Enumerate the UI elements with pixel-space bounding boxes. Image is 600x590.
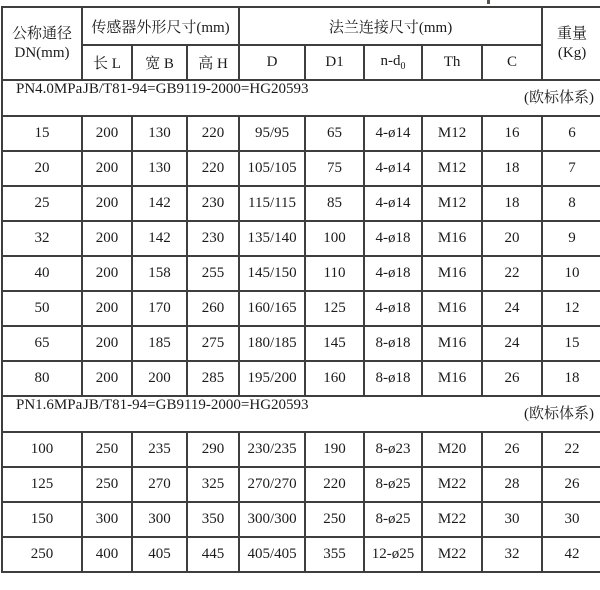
data-row bbox=[2, 361, 600, 396]
data-cell: 220 bbox=[187, 151, 239, 186]
data-cell: 270 bbox=[132, 467, 187, 502]
data-cell: 125 bbox=[305, 291, 364, 326]
data-cell: 65 bbox=[2, 326, 82, 361]
data-cell: 445 bbox=[187, 537, 239, 572]
data-cell: M12 bbox=[422, 186, 482, 221]
section-pressure-rating: PN4.0MPa bbox=[16, 81, 83, 97]
data-cell: 130 bbox=[132, 116, 187, 151]
data-cell: 190 bbox=[305, 432, 364, 467]
data-cell: 24 bbox=[482, 326, 542, 361]
data-row bbox=[2, 186, 600, 221]
data-cell: 200 bbox=[82, 221, 132, 256]
data-cell: 75 bbox=[305, 151, 364, 186]
data-cell: 4-ø14 bbox=[364, 116, 422, 151]
data-cell: 8-ø25 bbox=[364, 502, 422, 537]
data-cell: M16 bbox=[422, 291, 482, 326]
data-row bbox=[2, 326, 600, 361]
data-cell: 15 bbox=[2, 116, 82, 151]
header-col-width: 宽 B bbox=[132, 45, 187, 80]
data-cell: 150 bbox=[2, 502, 82, 537]
data-cell: 4-ø14 bbox=[364, 186, 422, 221]
header-sensor-dimensions-group: 传感器外形尺寸(mm) bbox=[82, 7, 239, 45]
data-cell: 300 bbox=[132, 502, 187, 537]
data-cell: M12 bbox=[422, 116, 482, 151]
data-cell: 28 bbox=[482, 467, 542, 502]
table-header bbox=[2, 7, 600, 80]
data-cell: 24 bbox=[482, 291, 542, 326]
data-cell: 32 bbox=[2, 221, 82, 256]
header-nominal-diameter-line2: DN(mm) bbox=[14, 44, 70, 61]
data-cell: 145 bbox=[305, 326, 364, 361]
section-header-row bbox=[2, 80, 600, 116]
data-cell: M22 bbox=[422, 467, 482, 502]
data-cell: 250 bbox=[305, 502, 364, 537]
data-cell: 12 bbox=[542, 291, 600, 326]
header-col-nd0-subscript: 0 bbox=[400, 61, 406, 72]
data-cell: 22 bbox=[482, 256, 542, 291]
data-cell: 16 bbox=[482, 116, 542, 151]
data-cell: 250 bbox=[82, 467, 132, 502]
data-cell: 30 bbox=[542, 502, 600, 537]
data-cell: 180/185 bbox=[239, 326, 305, 361]
data-cell: 260 bbox=[187, 291, 239, 326]
data-cell: 230 bbox=[187, 221, 239, 256]
section-system-note: (欧标体系) bbox=[524, 406, 595, 422]
data-cell: 8-ø25 bbox=[364, 467, 422, 502]
section-system-note: (欧标体系) bbox=[524, 90, 595, 106]
data-cell: 42 bbox=[542, 537, 600, 572]
data-cell: 8-ø18 bbox=[364, 361, 422, 396]
data-cell: 7 bbox=[542, 151, 600, 186]
data-cell: 40 bbox=[2, 256, 82, 291]
header-group-row bbox=[2, 7, 600, 45]
data-cell: 115/115 bbox=[239, 186, 305, 221]
header-col-height: 高 H bbox=[187, 45, 239, 80]
data-cell: 100 bbox=[305, 221, 364, 256]
data-cell: 145/150 bbox=[239, 256, 305, 291]
data-cell: 200 bbox=[82, 291, 132, 326]
data-cell: 142 bbox=[132, 186, 187, 221]
header-weight-line1: 重量 bbox=[557, 25, 588, 42]
data-cell: 142 bbox=[132, 221, 187, 256]
data-cell: 26 bbox=[482, 432, 542, 467]
data-cell: 158 bbox=[132, 256, 187, 291]
data-cell: 9 bbox=[542, 221, 600, 256]
data-cell: 100 bbox=[2, 432, 82, 467]
header-col-d: D bbox=[239, 45, 305, 80]
data-cell: 8 bbox=[542, 186, 600, 221]
data-cell: 200 bbox=[82, 361, 132, 396]
section-header-cell bbox=[2, 396, 600, 432]
data-cell: 26 bbox=[482, 361, 542, 396]
data-cell: 400 bbox=[82, 537, 132, 572]
header-flange-dimensions-group: 法兰连接尺寸(mm) bbox=[239, 7, 542, 45]
dimension-spec-table bbox=[1, 6, 600, 573]
data-cell: 80 bbox=[2, 361, 82, 396]
data-cell: 130 bbox=[132, 151, 187, 186]
data-cell: M20 bbox=[422, 432, 482, 467]
header-col-nd0 bbox=[364, 45, 422, 80]
data-cell: 255 bbox=[187, 256, 239, 291]
header-sub-row bbox=[2, 45, 600, 80]
data-cell: 250 bbox=[82, 432, 132, 467]
data-cell: 135/140 bbox=[239, 221, 305, 256]
data-cell: 6 bbox=[542, 116, 600, 151]
data-cell: 250 bbox=[2, 537, 82, 572]
data-cell: 235 bbox=[132, 432, 187, 467]
data-cell: 270/270 bbox=[239, 467, 305, 502]
data-cell: 105/105 bbox=[239, 151, 305, 186]
data-cell: M12 bbox=[422, 151, 482, 186]
data-cell: 50 bbox=[2, 291, 82, 326]
data-cell: 160/165 bbox=[239, 291, 305, 326]
data-cell: 4-ø18 bbox=[364, 256, 422, 291]
section-pressure-rating: PN1.6MPa bbox=[16, 397, 83, 413]
data-cell: 220 bbox=[305, 467, 364, 502]
data-cell: 405/405 bbox=[239, 537, 305, 572]
data-cell: 285 bbox=[187, 361, 239, 396]
data-row bbox=[2, 221, 600, 256]
header-col-th: Th bbox=[422, 45, 482, 80]
data-cell: 32 bbox=[482, 537, 542, 572]
data-cell: 230/235 bbox=[239, 432, 305, 467]
data-cell: 12-ø25 bbox=[364, 537, 422, 572]
data-row bbox=[2, 502, 600, 537]
section-header-cell bbox=[2, 80, 600, 116]
data-cell: 275 bbox=[187, 326, 239, 361]
header-nominal-diameter-line1: 公称通径 bbox=[11, 25, 72, 42]
header-col-length: 长 L bbox=[82, 45, 132, 80]
data-cell: 355 bbox=[305, 537, 364, 572]
data-cell: 325 bbox=[187, 467, 239, 502]
data-cell: 4-ø14 bbox=[364, 151, 422, 186]
data-cell: 300 bbox=[82, 502, 132, 537]
data-cell: 200 bbox=[82, 256, 132, 291]
data-row bbox=[2, 432, 600, 467]
data-cell: 8-ø18 bbox=[364, 326, 422, 361]
header-nominal-diameter bbox=[2, 7, 82, 80]
data-cell: 95/95 bbox=[239, 116, 305, 151]
data-cell: 18 bbox=[542, 361, 600, 396]
header-weight-line2: (Kg) bbox=[557, 44, 587, 61]
data-cell: 300/300 bbox=[239, 502, 305, 537]
data-cell: 18 bbox=[482, 151, 542, 186]
data-cell: 18 bbox=[482, 186, 542, 221]
data-cell: M22 bbox=[422, 537, 482, 572]
section-header-row bbox=[2, 396, 600, 432]
data-cell: 4-ø18 bbox=[364, 221, 422, 256]
data-cell: M16 bbox=[422, 326, 482, 361]
data-cell: 195/200 bbox=[239, 361, 305, 396]
data-cell: 125 bbox=[2, 467, 82, 502]
data-cell: 20 bbox=[2, 151, 82, 186]
data-cell: M16 bbox=[422, 221, 482, 256]
data-cell: 230 bbox=[187, 186, 239, 221]
data-cell: 20 bbox=[482, 221, 542, 256]
data-cell: 160 bbox=[305, 361, 364, 396]
data-row bbox=[2, 537, 600, 572]
data-cell: 30 bbox=[482, 502, 542, 537]
data-row bbox=[2, 467, 600, 502]
data-cell: 110 bbox=[305, 256, 364, 291]
section-standard-code: JB/T81-94=GB9119-2000=HG20593 bbox=[83, 81, 309, 97]
data-cell: 200 bbox=[82, 151, 132, 186]
data-cell: 200 bbox=[82, 116, 132, 151]
data-cell: 22 bbox=[542, 432, 600, 467]
data-cell: 185 bbox=[132, 326, 187, 361]
data-row bbox=[2, 256, 600, 291]
table-body bbox=[2, 80, 600, 572]
data-cell: 4-ø18 bbox=[364, 291, 422, 326]
data-cell: 170 bbox=[132, 291, 187, 326]
data-cell: M16 bbox=[422, 256, 482, 291]
data-cell: 350 bbox=[187, 502, 239, 537]
data-cell: 200 bbox=[132, 361, 187, 396]
data-cell: 26 bbox=[542, 467, 600, 502]
data-cell: 290 bbox=[187, 432, 239, 467]
header-col-nd0-base: n-d bbox=[380, 53, 401, 69]
section-standard-code: JB/T81-94=GB9119-2000=HG20593 bbox=[83, 397, 309, 413]
data-cell: 10 bbox=[542, 256, 600, 291]
data-cell: 65 bbox=[305, 116, 364, 151]
header-weight bbox=[542, 7, 600, 80]
data-cell: 405 bbox=[132, 537, 187, 572]
data-row bbox=[2, 291, 600, 326]
data-cell: 85 bbox=[305, 186, 364, 221]
data-row bbox=[2, 116, 600, 151]
data-cell: 8-ø23 bbox=[364, 432, 422, 467]
header-col-c: C bbox=[482, 45, 542, 80]
header-col-d1: D1 bbox=[305, 45, 364, 80]
data-cell: M22 bbox=[422, 502, 482, 537]
data-row bbox=[2, 151, 600, 186]
data-cell: 15 bbox=[542, 326, 600, 361]
data-cell: 25 bbox=[2, 186, 82, 221]
cropped-text-fragment bbox=[487, 0, 490, 4]
data-cell: 200 bbox=[82, 326, 132, 361]
data-cell: 200 bbox=[82, 186, 132, 221]
data-cell: M16 bbox=[422, 361, 482, 396]
data-cell: 220 bbox=[187, 116, 239, 151]
